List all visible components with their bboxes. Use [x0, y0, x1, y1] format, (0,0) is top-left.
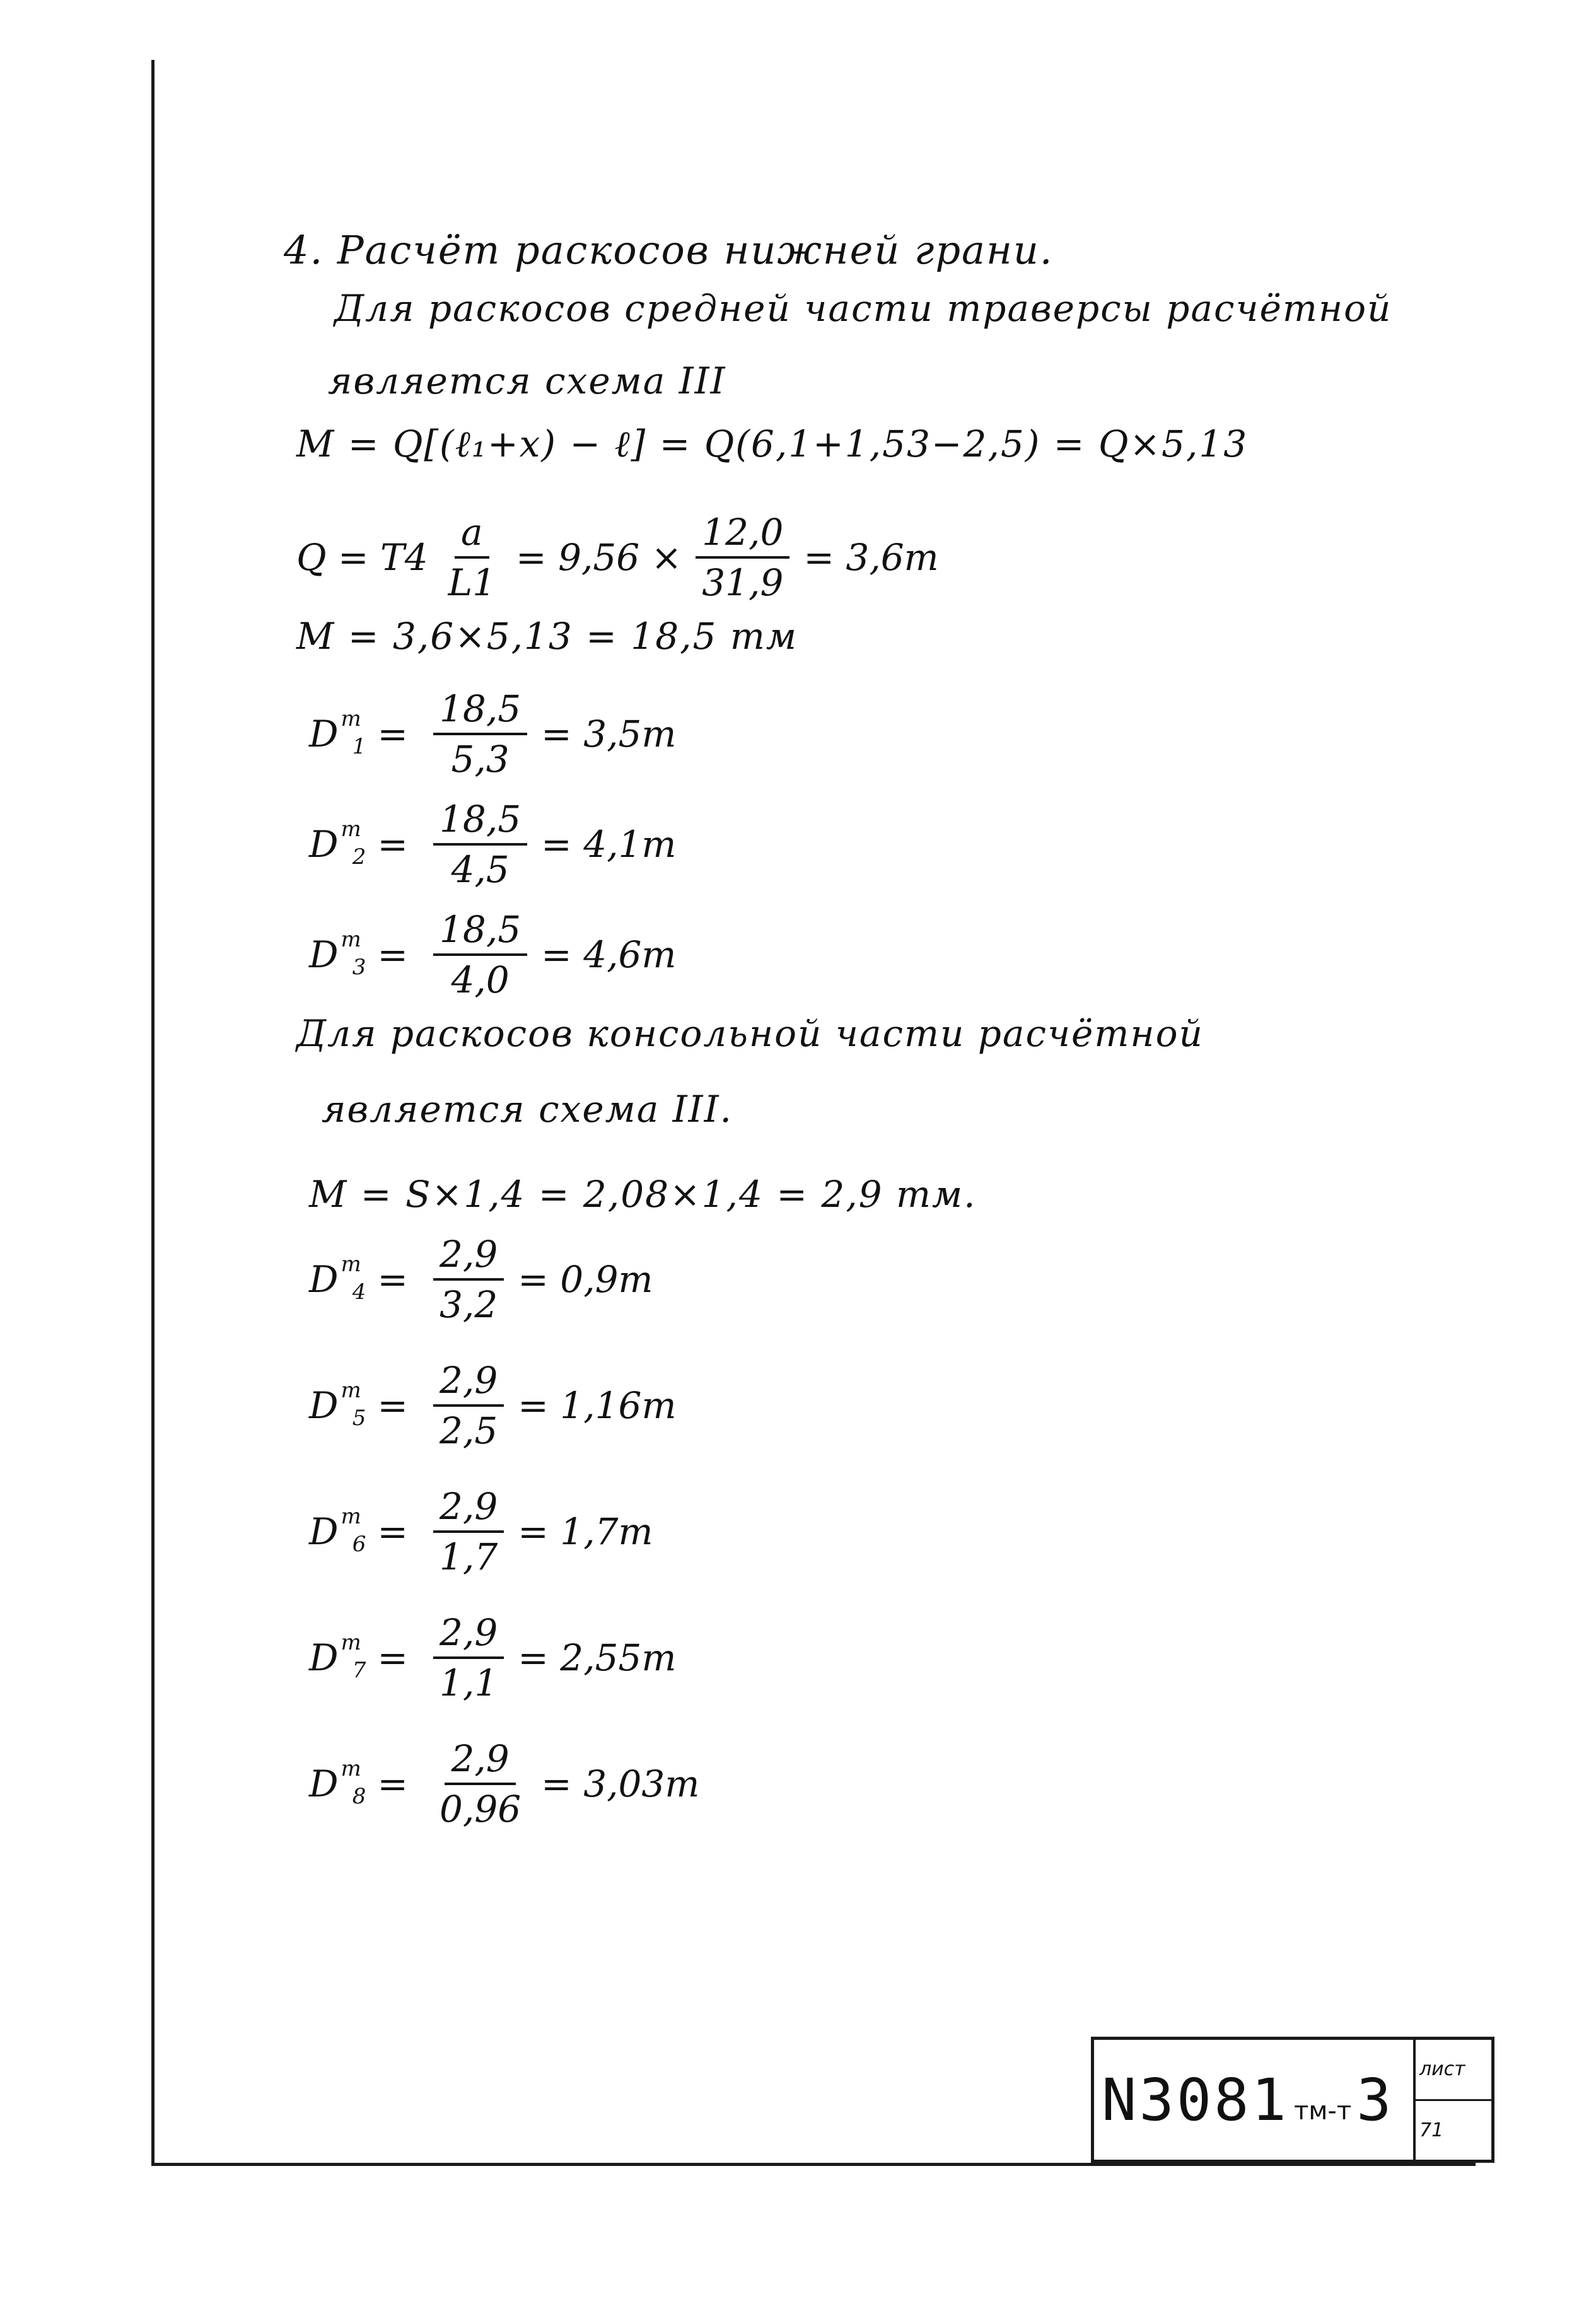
diagonal-symbol	[309, 706, 366, 759]
equals-sign: =	[377, 713, 409, 755]
diagonal-superscript: т	[341, 1630, 361, 1655]
fraction-numerator: a	[455, 511, 489, 559]
diagonal-fraction	[433, 1359, 504, 1452]
stamp-sheet-label: лист	[1416, 2040, 1491, 2101]
diagonal-formula	[309, 1485, 653, 1578]
diagonal-symbol	[309, 1378, 366, 1431]
fraction-denominator: 31,9	[702, 561, 784, 604]
diagonal-result: = 4,6т	[541, 933, 677, 976]
title-stamp	[1091, 2037, 1494, 2163]
paragraph-1-line-2: является схема III	[328, 359, 726, 402]
fraction-denominator: 0,96	[440, 1788, 521, 1831]
diagonal-formula	[309, 1233, 653, 1326]
diagonal-letter: D	[309, 1510, 339, 1553]
diagonal-subscript: 1	[352, 734, 366, 759]
diagonal-superscript: т	[341, 1504, 361, 1529]
diagonal-symbol	[309, 1252, 366, 1305]
diagonal-result: = 3,5т	[541, 713, 677, 755]
fraction-denominator: 3,2	[440, 1283, 498, 1326]
diagonal-symbol	[309, 1630, 366, 1683]
formula-shear	[296, 511, 939, 604]
diagonal-letter: D	[309, 1636, 339, 1679]
fraction-numerator: 2,9	[433, 1611, 504, 1659]
diagonal-formula	[309, 908, 676, 1001]
diagonal-formula	[309, 687, 676, 781]
equals-sign: =	[377, 1636, 409, 1679]
fraction-denominator: 1,7	[440, 1535, 498, 1578]
diagonal-fraction	[433, 1611, 504, 1704]
fraction-numerator: 18,5	[433, 908, 527, 956]
diagonal-letter: D	[309, 1384, 339, 1427]
fraction-denominator: 1,1	[440, 1662, 498, 1704]
fraction-numerator: 2,9	[433, 1233, 504, 1281]
fraction-numerator: 2,9	[433, 1359, 504, 1407]
diagonal-superscript: т	[341, 927, 361, 952]
diagonal-result: = 1,7т	[518, 1510, 653, 1553]
diagonal-fraction	[433, 1233, 504, 1326]
fraction-numerator: 18,5	[433, 798, 527, 846]
diagonal-result: = 4,1т	[541, 823, 677, 866]
fraction-denominator: 2,5	[440, 1409, 498, 1452]
diagonal-formula	[309, 1737, 699, 1831]
stamp-series-number: 3	[1356, 2066, 1392, 2134]
diagonal-subscript: 3	[352, 955, 366, 980]
diagonal-symbol	[309, 1756, 366, 1809]
diagonal-superscript: т	[341, 1378, 361, 1403]
diagonal-formula	[309, 1611, 676, 1704]
diagonal-fraction	[433, 908, 527, 1001]
diagonal-result: = 3,03т	[541, 1762, 700, 1805]
paragraph-2-line-1: Для раскосов консольной части расчётной	[296, 1012, 1204, 1055]
formula-moment-3: M = S×1,4 = 2,08×1,4 = 2,9 тм.	[309, 1173, 977, 1216]
stamp-sheet-box	[1413, 2040, 1491, 2160]
diagonal-subscript: 8	[352, 1784, 366, 1809]
fraction-denominator: 5,3	[451, 738, 510, 781]
fraction-numerator: 2,9	[433, 1485, 504, 1533]
diagonal-superscript: т	[341, 706, 361, 731]
diagonal-subscript: 4	[352, 1279, 366, 1305]
frame-bottom-border	[151, 2163, 1476, 2166]
diagonal-formula	[309, 798, 676, 891]
formula-shear-lhs: Q = T4	[296, 536, 428, 579]
fraction-denominator: L1	[448, 561, 496, 604]
equals-sign: =	[377, 1258, 409, 1301]
fraction-a-over-l1	[442, 511, 502, 604]
formula-moment-1: M = Q[(ℓ₁+x) − ℓ] = Q(6,1+1,53−2,5) = Q×5,13	[296, 422, 1249, 465]
fraction-ratio	[696, 511, 789, 604]
diagonal-symbol	[309, 817, 366, 870]
diagonal-fraction	[433, 1485, 504, 1578]
formula-shear-mid: = 9,56 ×	[516, 536, 682, 579]
diagonal-subscript: 2	[352, 844, 366, 870]
diagonal-letter: D	[309, 1258, 339, 1301]
stamp-series-prefix: тм-т	[1293, 2097, 1352, 2126]
diagonal-result: = 1,16т	[518, 1384, 677, 1427]
diagonal-superscript: т	[341, 1252, 361, 1277]
diagonal-fraction	[433, 687, 527, 781]
equals-sign: =	[377, 933, 409, 976]
stamp-number: N3081	[1102, 2066, 1289, 2134]
diagonal-fraction	[433, 798, 527, 891]
diagonal-subscript: 7	[352, 1658, 366, 1683]
diagonal-symbol	[309, 927, 366, 980]
diagonal-letter: D	[309, 823, 339, 866]
equals-sign: =	[377, 1510, 409, 1553]
fraction-numerator: 12,0	[696, 511, 789, 559]
frame-left-border	[151, 60, 154, 2166]
paragraph-1-line-1: Для раскосов средней части траверсы расчётной	[334, 287, 1392, 330]
section-heading: 4. Расчёт раскосов нижней грани.	[284, 227, 1054, 273]
diagonal-formula	[309, 1359, 676, 1452]
diagonal-subscript: 6	[352, 1532, 366, 1557]
diagonal-result: = 2,55т	[518, 1636, 677, 1679]
fraction-numerator: 2,9	[445, 1737, 515, 1785]
diagonal-superscript: т	[341, 1756, 361, 1781]
diagonal-result: = 0,9т	[518, 1258, 653, 1301]
fraction-numerator: 18,5	[433, 687, 527, 735]
stamp-sheet-number: 71	[1419, 2119, 1444, 2141]
paragraph-2-line-2: является схема III.	[322, 1088, 733, 1131]
equals-sign: =	[377, 1384, 409, 1427]
equals-sign: =	[377, 823, 409, 866]
fraction-denominator: 4,5	[451, 848, 510, 891]
diagonal-superscript: т	[341, 817, 361, 842]
diagonal-letter: D	[309, 1762, 339, 1805]
diagonal-fraction	[433, 1737, 527, 1831]
diagonal-symbol	[309, 1504, 366, 1557]
diagonal-letter: D	[309, 933, 339, 976]
diagonal-letter: D	[309, 713, 339, 755]
diagonal-subscript: 5	[352, 1406, 366, 1431]
formula-moment-2: M = 3,6×5,13 = 18,5 тм	[296, 615, 798, 658]
fraction-denominator: 4,0	[451, 958, 510, 1001]
formula-shear-result: = 3,6т	[803, 536, 939, 579]
equals-sign: =	[377, 1762, 409, 1805]
